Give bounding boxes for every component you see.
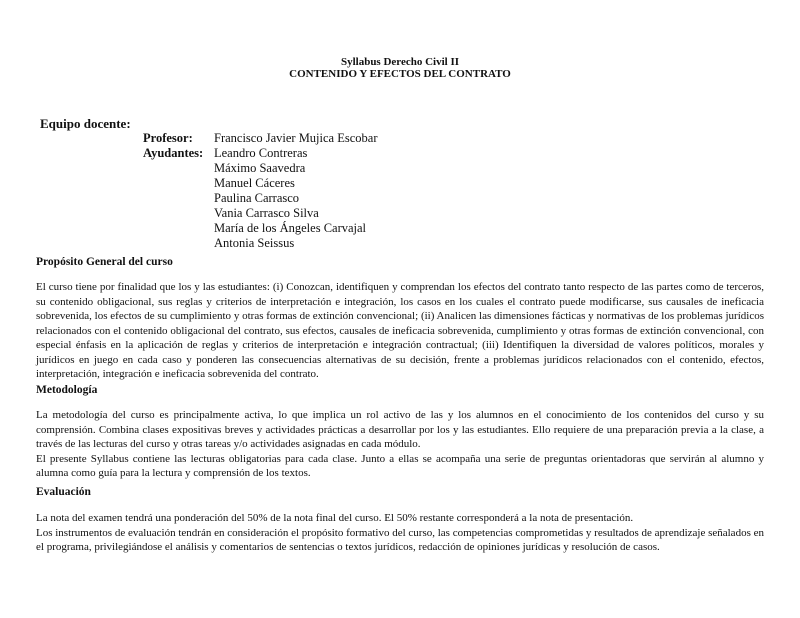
methodology-heading: Metodología — [36, 384, 98, 396]
evaluation-text — [36, 511, 764, 555]
document-subtitle: CONTENIDO Y EFECTOS DEL CONTRATO — [289, 68, 511, 80]
assistant-name: Paulina Carrasco — [214, 191, 300, 205]
assistant-name: Manuel Cáceres — [214, 176, 295, 190]
methodology-text — [36, 408, 764, 481]
document-title: Syllabus Derecho Civil II — [340, 56, 460, 68]
methodology-paragraph: El presente Syllabus contiene las lecturas obligatorias para cada clase. Junto a ellas se acompaña una serie de preguntas orientadoras que servirán al alumno y alumna como guía para la lectura y comprensión de los textos. — [36, 452, 764, 479]
evaluation-heading: Evaluación — [36, 486, 91, 498]
staff-heading: Equipo docente: — [40, 116, 131, 131]
professor-name: Francisco Javier Mujica Escobar — [214, 131, 378, 145]
assistant-name: María de los Ángeles Carvajal — [214, 221, 367, 235]
methodology-paragraph: La metodología del curso es principalmente activa, lo que implica un rol activo de las y los alumnos en el conocimiento de los contenidos del curso y su comprensión. Combina clases expositivas breves y actividades prácticas a desarrollar por los y las estudiantes. Ello requiere de una preparación previa a la clase, a través de las lecturas del curso y otras tareas y/o actividades asignadas en cada módulo. — [36, 409, 764, 450]
evaluation-paragraph: La nota del examen tendrá una ponderación del 50% de la nota final del curso. El 50% restante corresponderá a la nota de presentación. — [36, 512, 634, 524]
assistant-name: Máximo Saavedra — [214, 161, 306, 175]
purpose-paragraph: El curso tiene por finalidad que los y las estudiantes: (i) Conozcan, identifiquen y comprendan los efectos del contrato tanto respecto de las partes como de terceros, su contenido obligacional, sus reglas y criterios de interpretación e integración, los casos en los cuales el contrato puede modificarse, sus causales de ineficacia sobrevenida, los efectos de su cumplimiento y otras formas de extinción convencional; (ii) Analicen las dimensiones fácticas y normativas de los problemas jurídicos relacionados con el contenido obligacional del contrato, sus efectos, causales de ineficacia sobrevenida, cumplimiento y otras formas de extinción convencional, con especial énfasis en la aplicación de reglas y criterios de interpretación e integración contractual; (iii) Identifiquen la diversidad de valores políticos, morales y jurídicos en juego en cada caso y ponderen las consecuencias alternativas de su decisión, frente a problemas jurídicos relacionados con el contenido, efectos, interpretación, integración e ineficacia sobrevenida del contrato. — [36, 281, 764, 380]
evaluation-paragraph: Los instrumentos de evaluación tendrán en consideración el propósito formativo del curso, las competencias comprometidas y resultados de aprendizaje señalados en el programa, privilegiándose el análisis y comentarios de sentencias o textos jurídicos, redacción de opiniones jurídicas y resolución de casos. — [36, 526, 764, 553]
professor-label: Profesor: — [143, 131, 193, 145]
purpose-text — [36, 280, 764, 382]
assistant-name: Antonia Seissus — [214, 236, 295, 250]
purpose-heading: Propósito General del curso — [36, 256, 173, 268]
assistant-name: Leandro Contreras — [214, 146, 308, 160]
assistants-label: Ayudantes: — [143, 146, 204, 160]
assistant-name: Vania Carrasco Silva — [214, 206, 319, 220]
